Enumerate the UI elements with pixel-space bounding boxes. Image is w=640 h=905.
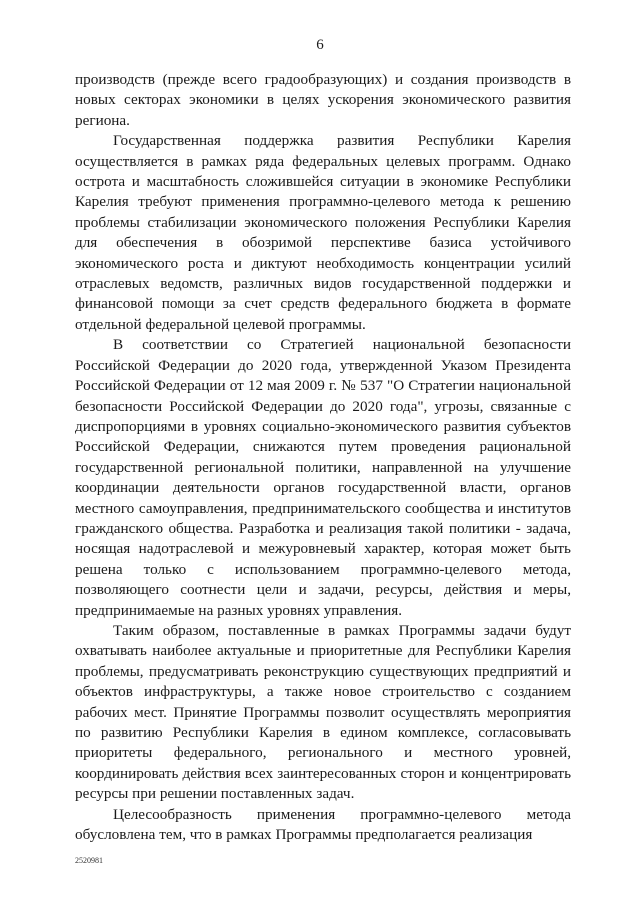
paragraph-state-support: Государственная поддержка развития Республики Карелия осуществляется в рамках ряда федеральных целевых программ. Однако острота и масштабность сложившейся ситуации в экономике Республики Карелия требуют применения программно-целевого метода к решению проблемы стабилизации экономического положения Республики Карелия для обеспечения в обозримой перспективе базиса устойчивого экономического роста и диктуют необходимость концентрации усилий отраслевых ведомств, различных видов государственной поддержки и финансовой помощи за счет средств федерального бюджета в формате отдельной федеральной целевой программы. xyxy=(75,132,571,333)
paragraph-program-tasks: Таким образом, поставленные в рамках Программы задачи будут охватывать наиболее актуальные и приоритетные для Республики Карелия проблемы, предусматривать реконструкцию существующих предприятий и объектов инфраструктуры, а также новое строительство с созданием рабочих мест. Принятие Программы позволит осуществлять мероприятия по развитию Республики Карелия в едином комплексе, согласовывать приоритеты федерального, регионального и местного уровней, координировать действия всех заинтересованных сторон и концентрировать ресурсы при решении поставленных задач. xyxy=(75,621,571,803)
document-code: 2520981 xyxy=(75,856,103,865)
document-body xyxy=(75,70,571,845)
paragraph-expediency: Целесообразность применения программно-целевого метода обусловлена тем, что в рамках Программы предполагается реализация xyxy=(75,805,571,844)
paragraph-security-strategy: В соответствии со Стратегией национальной безопасности Российской Федерации до 2020 года, утвержденной Указом Президента Российской Федерации от 12 мая 2009 г. № 537 "О Стратегии национальной безопасности Российской Федерации до 2020 года", угрозы, связанные с диспропорциями в уровнях социально-экономического развития субъектов Российской Федерации, снижаются путем проведения рациональной государственной региональной политики, направленной на улучшение координации деятельности органов государственной власти, органов местного самоуправления, предпринимательского сообщества и институтов гражданского общества. Разработка и реализация такой политики - задача, носящая надотраслевой и межуровневый характер, которая может быть решена только с использованием программно-целевого метода, позволяющего соотнести цели и задачи, ресурсы, действия и меры, предпринимаемые на разных уровнях управления. xyxy=(75,336,571,619)
paragraph-continued: производств (прежде всего градообразующих) и создания производств в новых секторах экономики в целях ускорения экономического развития региона. xyxy=(75,71,571,129)
page-number: 6 xyxy=(316,37,324,53)
